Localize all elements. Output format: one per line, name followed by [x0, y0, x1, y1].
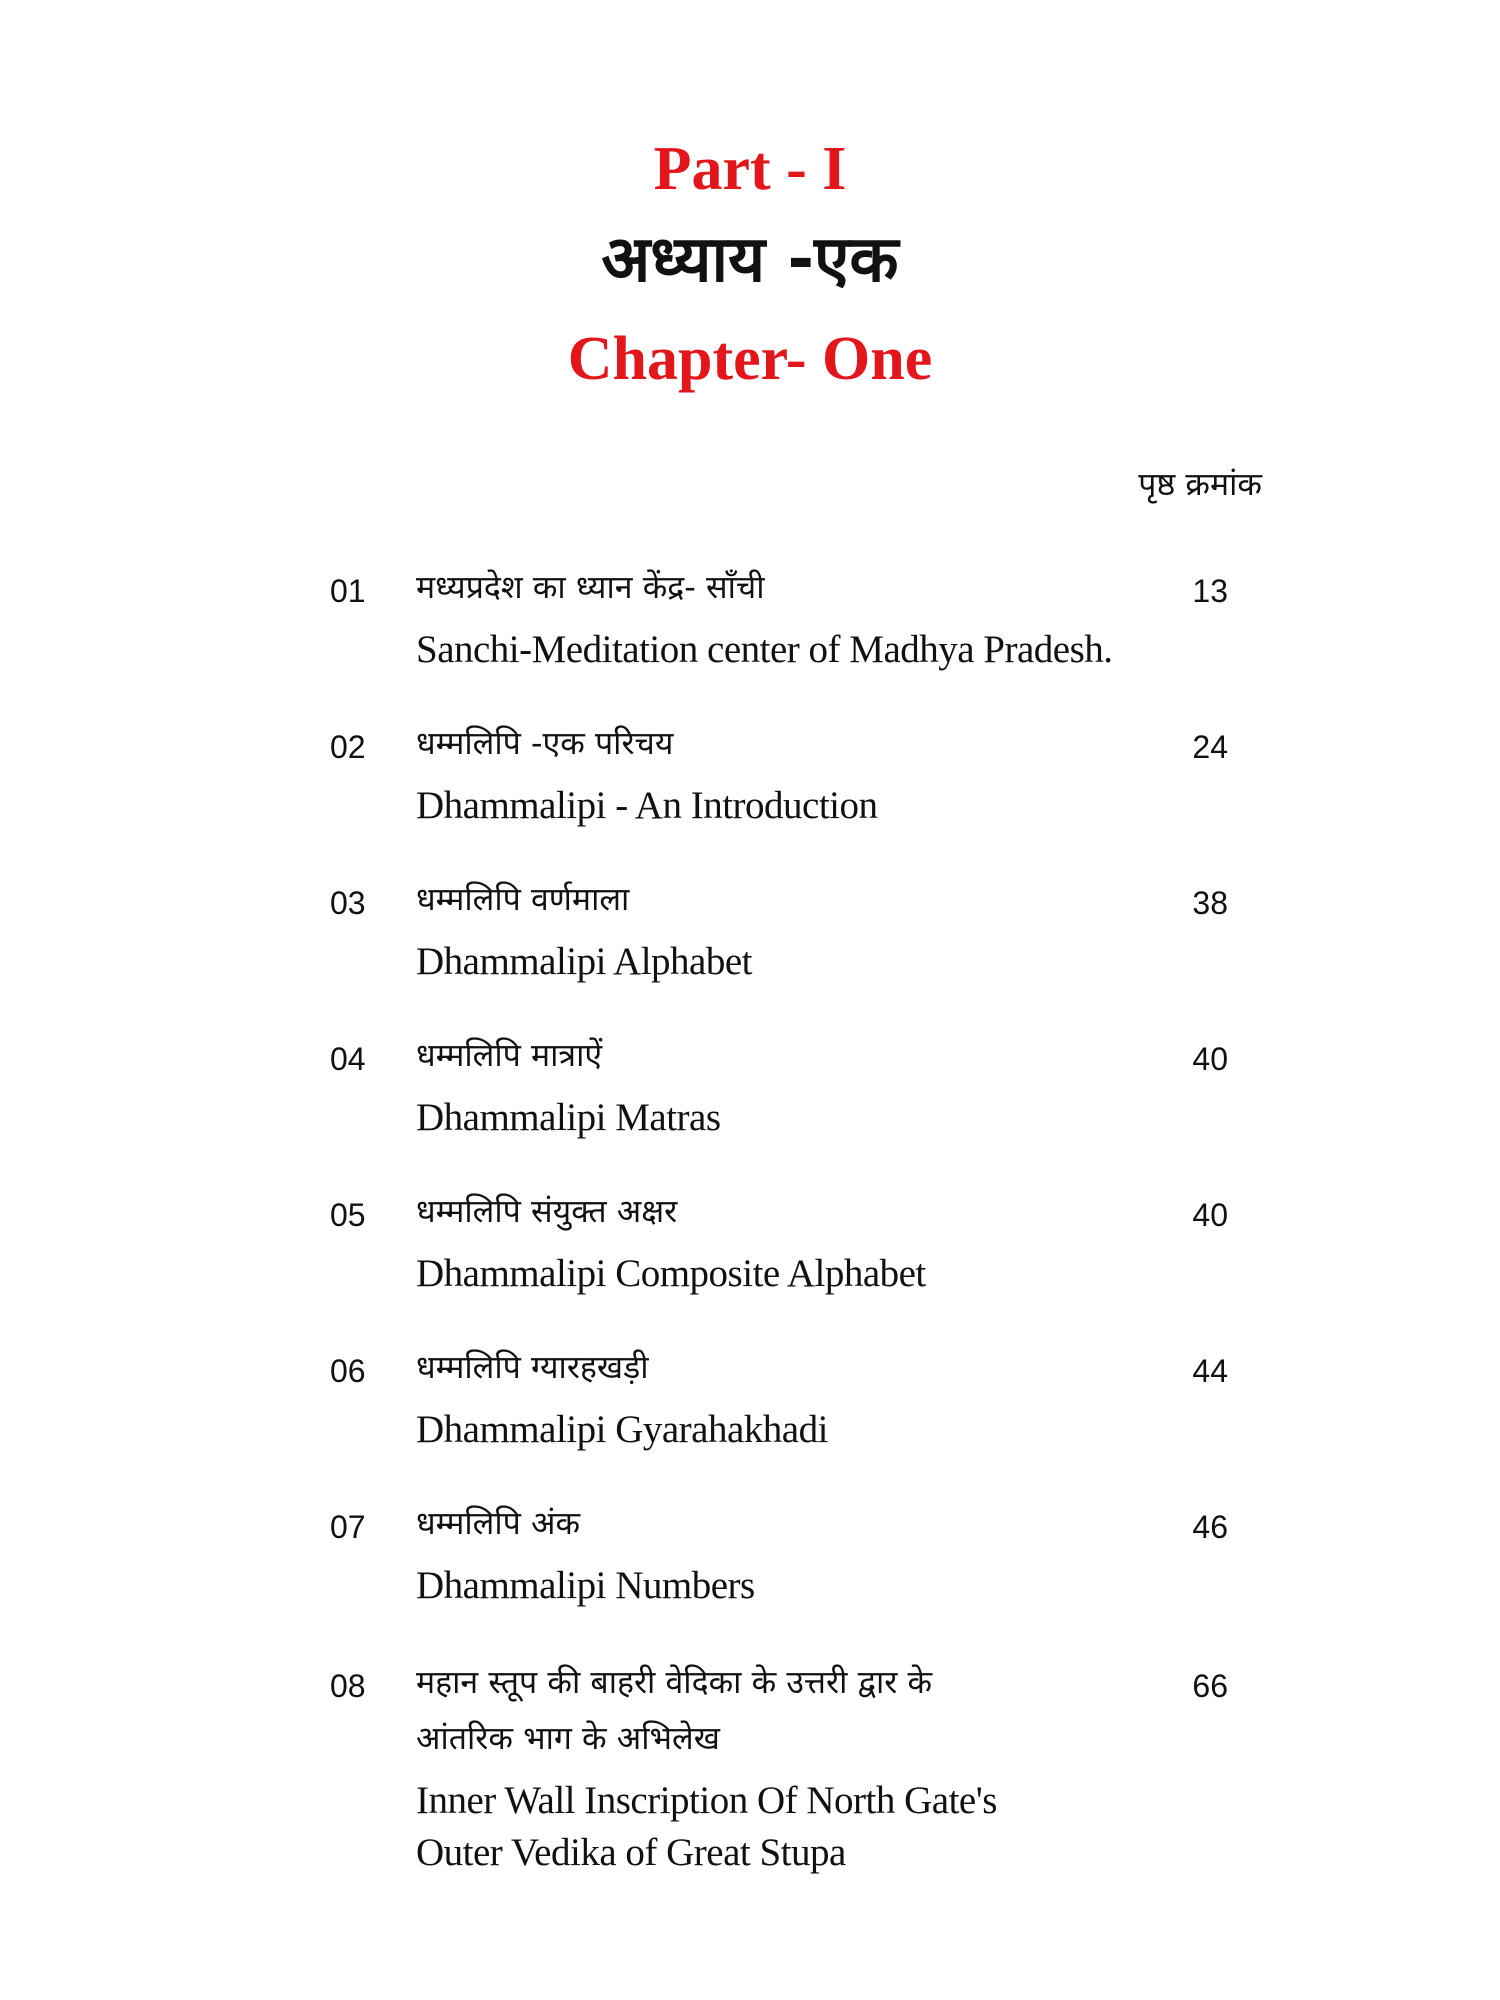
entry-page-number: 44: [1192, 1353, 1228, 1389]
entry-english-title: Sanchi-Meditation center of Madhya Pradesh.: [416, 628, 1113, 671]
entry-english-title: Dhammalipi Alphabet: [416, 940, 753, 983]
entry-number: 06: [330, 1353, 366, 1389]
entry-number: 02: [330, 729, 366, 765]
entry-page-number: 13: [1192, 573, 1228, 609]
entry-english-title: Dhammalipi Composite Alphabet: [416, 1252, 926, 1295]
entry-hindi-title: महान स्तूप की बाहरी वेदिका के उत्तरी द्वार के: [416, 1663, 933, 1701]
entry-hindi-title: धम्मलिपि वर्णमाला: [416, 880, 630, 918]
hindi-chapter-heading: अध्याय -एक: [601, 223, 899, 297]
entry-hindi-title: धम्मलिपि अंक: [416, 1504, 581, 1542]
entry-hindi-title: आंतरिक भाग के अभिलेख: [416, 1719, 720, 1757]
entry-hindi-title: धम्मलिपि ग्यारहखड़ी: [416, 1348, 649, 1386]
entry-number: 04: [330, 1041, 366, 1077]
chapter-heading: Chapter- One: [567, 325, 933, 393]
entry-hindi-title: मध्यप्रदेश का ध्यान केंद्र- साँची: [416, 568, 765, 606]
entry-number: 03: [330, 885, 366, 921]
entry-english-title: Dhammalipi Gyarahakhadi: [416, 1408, 828, 1451]
entry-english-title: Inner Wall Inscription Of North Gate's: [416, 1779, 997, 1822]
part-heading: Part - I: [653, 135, 847, 203]
entry-english-title: Outer Vedika of Great Stupa: [416, 1831, 846, 1874]
entry-number: 05: [330, 1197, 366, 1233]
entry-page-number: 46: [1192, 1509, 1228, 1545]
entry-english-title: Dhammalipi Numbers: [416, 1564, 755, 1607]
entry-number: 08: [330, 1668, 366, 1704]
entry-english-title: Dhammalipi - An Introduction: [416, 784, 878, 827]
entry-number: 07: [330, 1509, 366, 1545]
entry-page-number: 38: [1192, 885, 1228, 921]
entry-page-number: 66: [1192, 1668, 1228, 1704]
page-number-column-label: पृष्ठ क्रमांक: [1138, 465, 1262, 503]
entry-number: 01: [330, 573, 366, 609]
entry-page-number: 24: [1192, 729, 1228, 765]
entry-hindi-title: धम्मलिपि -एक परिचय: [416, 724, 674, 762]
entry-hindi-title: धम्मलिपि मात्राऐं: [416, 1036, 603, 1074]
entry-page-number: 40: [1192, 1041, 1228, 1077]
entry-english-title: Dhammalipi Matras: [416, 1096, 721, 1139]
entry-page-number: 40: [1192, 1197, 1228, 1233]
entry-hindi-title: धम्मलिपि संयुक्त अक्षर: [416, 1192, 678, 1230]
